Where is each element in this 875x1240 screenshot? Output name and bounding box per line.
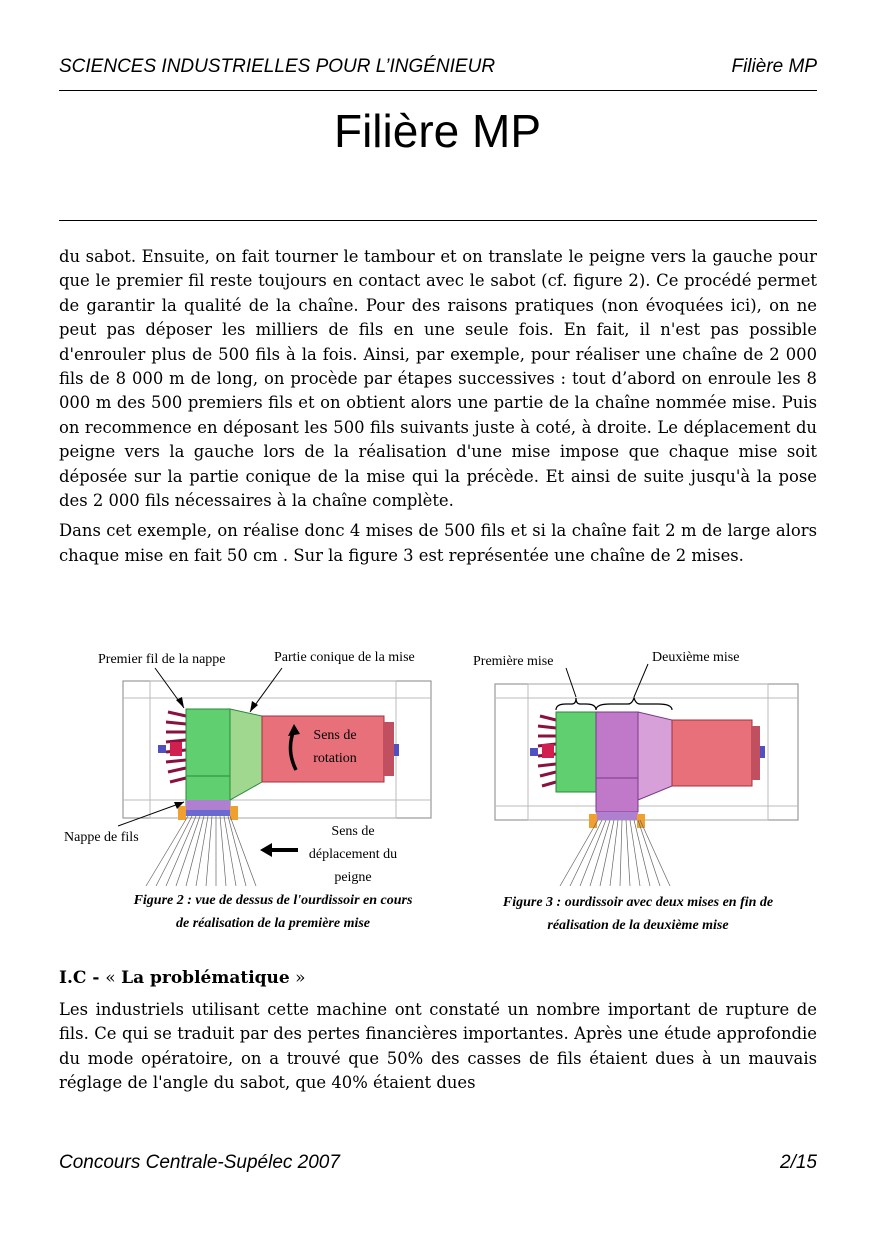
figure-3-caption-line-1: Figure 3 : ourdissoir avec deux mises en fin de xyxy=(502,895,774,910)
paragraph-2: Dans cet exemple, on réalise donc 4 mises de 500 fils et si la chaîne fait 2 m de large alors chaque mise en fait 50 cm . Sur la figure 3 est représentée une chaîne de 2 mises. xyxy=(59,521,817,565)
label-move-line-3: peigne xyxy=(334,870,372,885)
label-rotation-line-2: rotation xyxy=(313,751,357,766)
paragraph-3: Les industriels utilisant cette machine ont constaté un nombre important de rupture de fils. Ce qui se traduit par des pertes financières importantes. Après une étude approfondie du mode opératoire, on a trouvé que 50% des casses de fils étaient dues à un mauvais réglage de l'angle du sabot, que 40% étaient dues xyxy=(59,1000,817,1093)
section-title: La problématique xyxy=(121,968,290,988)
page-number: 2/15 xyxy=(780,1152,817,1173)
label-move-line-1: Sens de xyxy=(331,824,375,839)
label-second-mise: Deuxième mise xyxy=(652,650,740,665)
running-header-left: SCIENCES INDUSTRIELLES POUR L’INGÉNIEUR xyxy=(59,56,496,77)
running-header-right: Filière MP xyxy=(731,56,817,77)
paragraph-1: du sabot. Ensuite, on fait tourner le tambour et on translate le peigne vers la gauche pour que le premier fil reste toujours en contact avec le sabot (cf. figure 2). Ce procédé permet de garantir la qualité de la chaîne. Pour des raisons pratiques (non évoquées ici), on ne peut pas déposer les milliers de fils en une seule fois. En fait, il n'est pas possible d'enrouler plus de 500 fils à la fois. Ainsi, par exemple, pour réaliser une chaîne de 2 000 fils de 8 000 m de long, on procède par étapes successives : tout d’abord on enroule les 8 000 m des 500 premiers fils et on obtient alors une partie de la chaîne nommée mise. Puis on recommence en déposant les 500 fils suivants juste à coté, à droite. Le déplacement du peigne vers la gauche lors de la réalisation d'une mise impose que chaque mise soit déposée sur la partie conique de la mise qui la précède. Et ainsi de suite jusqu'à la pose des 2 000 fils nécessaires à la chaîne complète. xyxy=(59,247,817,511)
label-first-mise: Première mise xyxy=(473,654,554,669)
section-close-quote: » xyxy=(289,968,306,988)
section-body xyxy=(59,998,817,1102)
label-sheet: Nappe de fils xyxy=(64,830,139,845)
section-heading xyxy=(59,968,306,988)
figure-2-caption-line-1: Figure 2 : vue de dessus de l'ourdissoir en cours xyxy=(133,893,413,908)
figure-3-caption-line-2: réalisation de la deuxième mise xyxy=(547,918,729,933)
label-conical-part: Partie conique de la mise xyxy=(274,650,415,665)
label-rotation-line-1: Sens de xyxy=(313,728,357,743)
section-open-quote: « xyxy=(105,968,122,988)
figure-2-caption-line-2: de réalisation de la première mise xyxy=(175,916,371,931)
label-first-thread: Premier fil de la nappe xyxy=(98,652,226,667)
footer-left: Concours Centrale-Supélec 2007 xyxy=(59,1152,340,1173)
section-number: I.C - xyxy=(59,968,106,988)
figure-3-caption xyxy=(470,891,806,937)
page-title: Filière MP xyxy=(333,105,542,157)
label-move-line-2: déplacement du xyxy=(308,847,398,862)
